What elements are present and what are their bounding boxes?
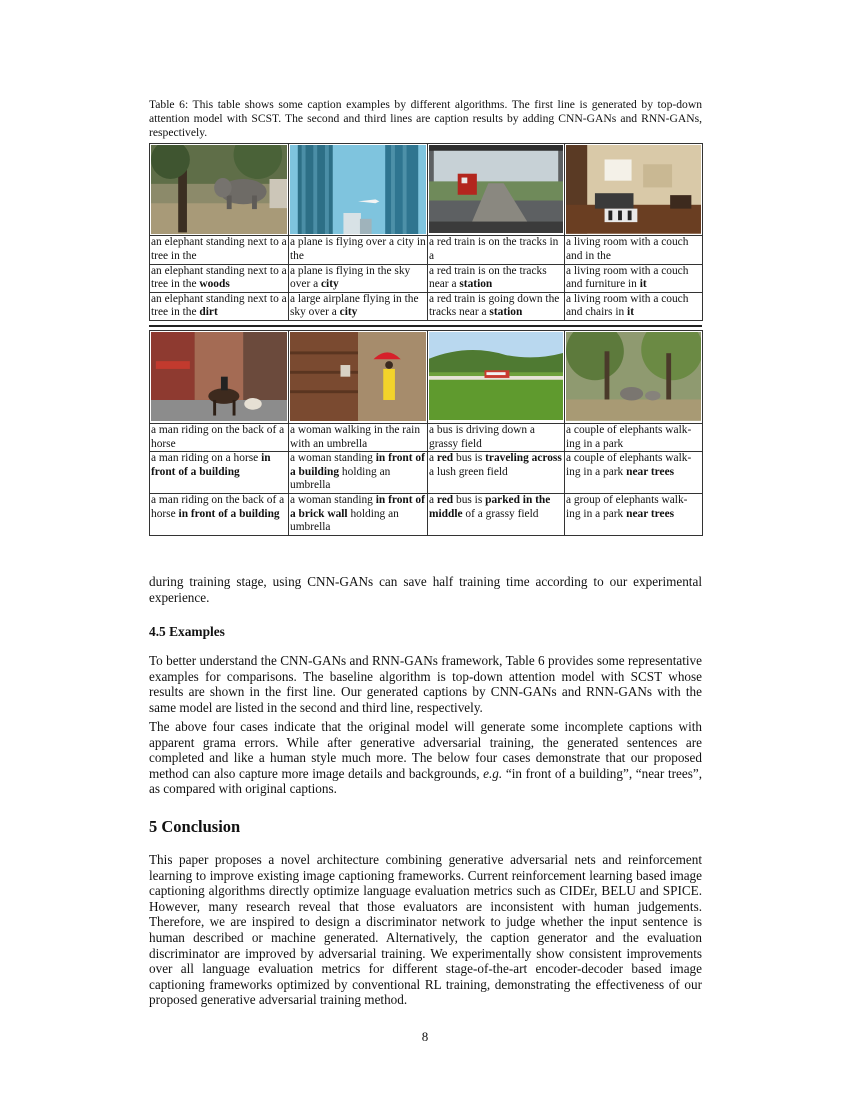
emphasized-text: it [627,306,635,319]
image-cell [289,331,428,424]
caption-cell: a woman standing in front of a brick wall holding an umbrella [289,493,428,535]
caption-cell: a red bus is traveling across a lush green field [428,452,565,494]
caption-cell: a living room with a couch and chairs in it [565,292,703,320]
image-cell [428,144,565,236]
caption-cell: a couple of elephants walk-ing in a park near trees [565,452,703,494]
image-cell [150,331,289,424]
emphasized-text: red [436,452,454,465]
emphasized-text: red [436,493,454,506]
caption-cell: a woman walking in the rain with an umbrella [289,424,428,452]
emphasized-text: in front of a building [290,452,425,478]
emphasized-text: in front of a building [151,452,271,478]
table-row [150,452,703,494]
caption-cell: a couple of elephants walk-ing in a park [565,424,703,452]
paragraph-conclusion: This paper proposes a novel architecture combining generative adversarial nets and reinforcement learning to improve existing image captioning frameworks. Current reinforcement learning based image captioning algorithms directly optimize language evaluation metrics such as CIDEr, BELU and SPICE. However, many research reveal that those evaluators are inconsistent with human judgements. Therefore, we are inspired to design a discriminator network to judge whether the input sentence is human described or machine generated. Alternatively, the caption generator and the evaluation discriminator are improved by adversarial training. We experimentally show consistent improvements over all language evaluation metrics for different stage-of-the-art encoder-decoder based image captioning frameworks optimized by conventional RL training, demonstrating the effectiveness of our proposed generative adversarial training method. [149,852,702,1008]
image-row-bottom [150,331,703,424]
photo-elephant [151,145,287,234]
caption-cell: a red bus is parked in the middle of a grassy field [428,493,565,535]
caption-cell: a living room with a couch and in the [565,236,703,264]
caption-cell: a red train is on the tracks in a [428,236,565,264]
image-row-top [150,144,703,236]
caption-cell: a plane is flying in the sky over a city [289,264,428,292]
emphasized-text: it [639,278,647,291]
caption-cell: an elephant standing next to a tree in the woods [150,264,289,292]
table-row [150,493,703,535]
caption-cell: a large airplane flying in the sky over a city [289,292,428,320]
caption-cell: a red train is on the tracks near a station [428,264,565,292]
caption-cell: a man riding on a horse in front of a building [150,452,289,494]
emphasized-text: in front of a building [178,507,280,520]
emphasized-text: city [339,306,358,319]
table-separator [149,325,702,327]
page-number: 8 [421,1029,429,1044]
caption-examples-table-bottom [149,330,703,536]
emphasized-text: near trees [626,507,675,520]
italic-text: e.g. [483,765,503,781]
image-cell [150,144,289,236]
caption-cell: a man riding on the back of a horse in front of a building [150,493,289,535]
emphasized-text: traveling across [485,452,562,465]
paragraph-examples-2: The above four cases indicate that the original model will generate some incomplete captions with apparent grama errors. While after generative adversarial training, the generated sentences are completed and like a human style much more. The below four cases demonstrate that our proposed method can also capture more image details and backgrounds, e.g. “in front of a building”, “near trees”, as compared with original captions. [149,719,702,797]
table-row [150,292,703,320]
emphasized-text: station [459,278,493,291]
photo-horse-rider [151,332,287,421]
paragraph-continuation: during training stage, using CNN-GANs can save half training time according to our experimental experience. [149,574,702,605]
photo-red-bus-field [429,332,563,420]
photo-elephants-park [566,332,701,421]
caption-cell: a man riding on the back of a horse [150,424,289,452]
emphasized-text: near trees [626,465,675,478]
caption-cell: a plane is flying over a city in the [289,236,428,264]
caption-examples-table-top [149,143,703,321]
image-cell [289,144,428,236]
photo-red-train [429,145,563,233]
image-cell [565,144,703,236]
emphasized-text: woods [199,278,230,291]
emphasized-text: dirt [199,306,218,319]
image-cell [428,331,565,424]
caption-cell: a woman standing in front of a building holding an umbrella [289,452,428,494]
emphasized-text: in front of a brick wall [290,493,425,520]
caption-cell: a red train is going down the tracks near a station [428,292,565,320]
table-row [150,264,703,292]
table-caption: Table 6: This table shows some caption examples by different algorithms. The first line is generated by top-down attention model with SCST. The second and third lines are caption results by adding CNN-GANs and RNN-GANs, respectively. [149,98,702,140]
emphasized-text: city [321,278,339,291]
photo-woman-umbrella [290,332,426,421]
section-heading-examples: 4.5 Examples [149,624,225,639]
table-row [150,236,703,264]
caption-cell: a living room with a couch and furniture in it [565,264,703,292]
caption-cell: an elephant standing next to a tree in the [150,236,289,264]
photo-living-room [566,145,701,234]
image-cell [565,331,703,424]
caption-cell: a bus is driving down a grassy field [428,424,565,452]
emphasized-text: station [489,306,523,319]
caption-cell: an elephant standing next to a tree in the dirt [150,292,289,320]
emphasized-text: parked in the middle [429,493,551,520]
paragraph-examples-1: To better understand the CNN-GANs and RNN-GANs framework, Table 6 provides some representative examples for comparisons. The baseline algorithm is top-down attention model with SCST whose results are shown in the first line. Our generated captions by CNN-GANs and RNN-GANs with the same model are listed in the second and third line, respectively. [149,653,702,715]
caption-cell: a group of elephants walk-ing in a park near trees [565,493,703,535]
table-row [150,424,703,452]
section-heading-conclusion: 5 Conclusion [149,817,241,836]
photo-plane-city [290,145,426,234]
